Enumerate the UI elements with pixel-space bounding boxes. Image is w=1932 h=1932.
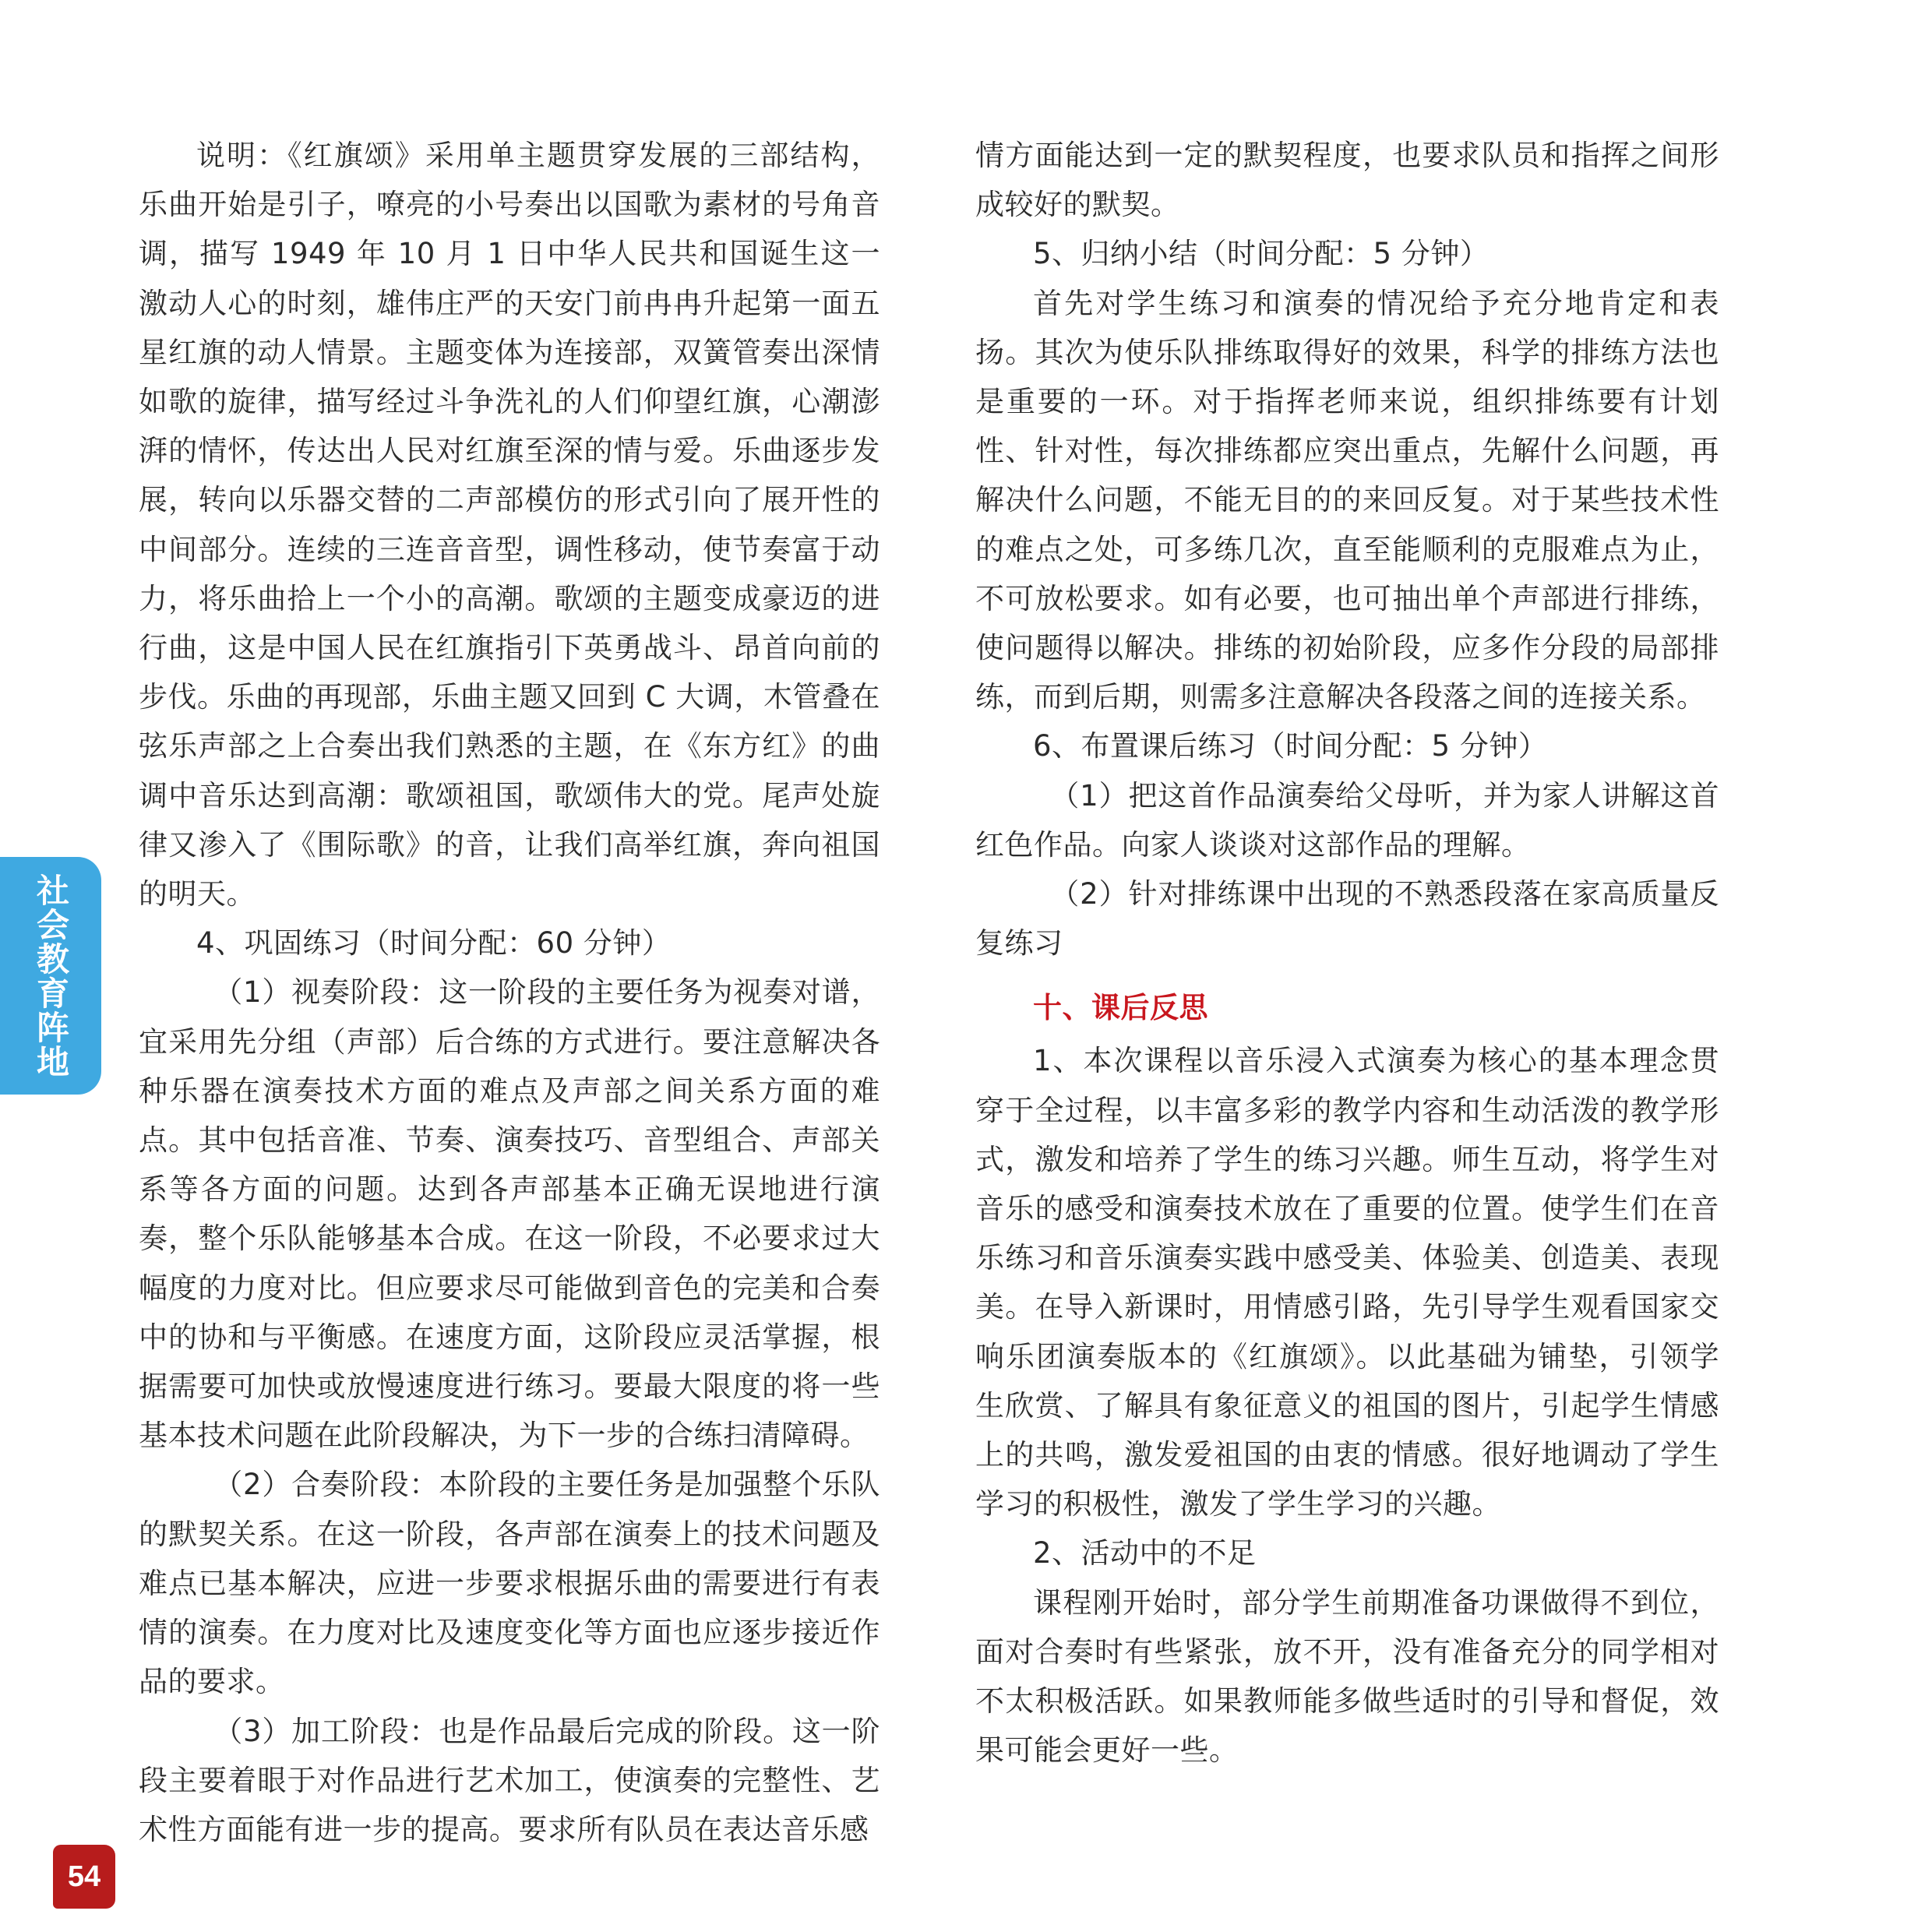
paragraph-description: 说明：《红旗颂》采用单主题贯穿发展的三部结构，乐曲开始是引子，嘹亮的小号奏出以国歌为素材的号角音调，描写 1949 年 10 月 1 日中华人民共和国诞生这一激动人心的时刻，雄伟庄严的天安门前冉冉升起第一面五星红旗的动人情景。主题变体为连接部，双簧管奏出深情如歌的旋律，描写经过斗争洗礼的人们仰望红旗，心潮澎湃的情怀，传达出人民对红旗至深的情与爱。乐曲逐步发展，转向以乐器交替的二声部模仿的形式引向了展开性的中间部分。连续的三连音音型，调性移动，使节奏富于动力，将乐曲拾上一个小的高潮。歌颂的主题变成豪迈的进行曲，这是中国人民在红旗指引下英勇战斗、昂首向前的步伐。乐曲的再现部，乐曲主题又回到 C 大调，木管叠在弦乐声部之上合奏出我们熟悉的主题，在《东方红》的曲调中音乐达到高潮：歌颂祖国，歌颂伟大的党。尾声处旋律又渗入了《围际歌》的音，让我们高举红旗，奔向祖国的明天。 [139, 139, 880, 911]
page-number-badge [53, 1845, 115, 1909]
paragraph-refinement-stage: （3）加工阶段：也是作品最后完成的阶段。这一阶段主要着眼于对作品进行艺术加工，使演奏的完整性、艺术性方面能有进一步的提高。要求所有队员在表达音乐感 [139, 1714, 880, 1846]
paragraph-reflection-1: 1、本次课程以音乐浸入式演奏为核心的基本理念贯穿于全过程，以丰富多彩的教学内容和生动活泼的教学形式，激发和培养了学生的练习兴趣。师生互动，将学生对音乐的感受和演奏技术放在了重要的位置。使学生们在音乐练习和音乐演奏实践中感受美、体验美、创造美、表现美。在导入新课时，用情感引路，先引导学生观看国家交响乐团演奏版本的《红旗颂》。以此基础为铺垫，引领学生欣赏、了解具有象征意义的祖国的图片，引起学生情感上的共鸣，激发爱祖国的由衷的情感。很好地调动了学生学习的积极性，激发了学生学习的兴趣。 [975, 1044, 1719, 1521]
section-side-tab [0, 857, 101, 1095]
paragraph-sight-playing-stage: （1）视奏阶段：这一阶段的主要任务为视奏对谱，宜采用先分组（声部）后合练的方式进行。要注意解决各种乐器在演奏技术方面的难点及声部之间关系方面的难点。其中包括音准、节奏、演奏技巧、音型组合、声部关系等各方面的问题。达到各声部基本正确无误地进行演奏，整个乐队能够基本合成。在这一阶段，不必要求过大幅度的力度对比。但应要求尽可能做到音色的完美和合奏中的协和与平衡感。在速度方面，这阶段应灵活掌握，根据需要可加快或放慢速度进行练习。要最大限度的将一些基本技术问题在此阶段解决，为下一步的合练扫清障碍。 [139, 975, 880, 1453]
left-column [139, 131, 880, 1854]
section-heading-reflection: 十、课后反思 [1033, 991, 1208, 1025]
paragraph-homework-1: （1）把这首作品演奏给父母听，并为家人讲解这首红色作品。向家人谈谈对这部作品的理解。 [975, 778, 1719, 862]
page-number: 54 [67, 1860, 101, 1893]
subheading-consolidation-practice: 4、巩固练习（时间分配：60 分钟） [196, 926, 672, 961]
paragraph-shortcomings: 课程刚开始时，部分学生前期准备功课做得不到位，面对合奏时有些紧张，放不开，没有准备充分的同学相对不太积极活跃。如果教师能多做些适时的引导和督促，效果可能会更好一些。 [975, 1585, 1719, 1768]
right-column [975, 131, 1719, 1775]
subheading-shortcomings: 2、活动中的不足 [1033, 1536, 1257, 1571]
side-tab-label: 社会教育阵地 [32, 873, 70, 1079]
subheading-homework: 6、布置课后练习（时间分配：5 分钟） [1033, 729, 1548, 763]
paragraph-continuation: 情方面能达到一定的默契程度，也要求队员和指挥之间形成较好的默契。 [975, 139, 1719, 222]
subheading-summary: 5、归纳小结（时间分配：5 分钟） [1033, 237, 1490, 271]
paragraph-ensemble-stage: （2）合奏阶段：本阶段的主要任务是加强整个乐队的默契关系。在这一阶段，各声部在演奏上的技术问题及难点已基本解决，应进一步要求根据乐曲的需要进行有表情的演奏。在力度对比及速度变化等方面也应逐步接近作品的要求。 [139, 1468, 880, 1699]
paragraph-homework-2: （2）针对排练课中出现的不熟悉段落在家高质量反复练习 [975, 877, 1719, 961]
paragraph-summary: 首先对学生练习和演奏的情况给予充分地肯定和表扬。其次为使乐队排练取得好的效果，科学的排练方法也是重要的一环。对于指挥老师来说，组织排练要有计划性、针对性，每次排练都应突出重点，先解什么问题，再解决什么问题，不能无目的的来回反复。对于某些技术性的难点之处，可多练几次，直至能顺利的克服难点为止，不可放松要求。如有必要，也可抽出单个声部进行排练，使问题得以解决。排练的初始阶段，应多作分段的局部排练，而到后期，则需多注意解决各段落之间的连接关系。 [975, 286, 1719, 714]
